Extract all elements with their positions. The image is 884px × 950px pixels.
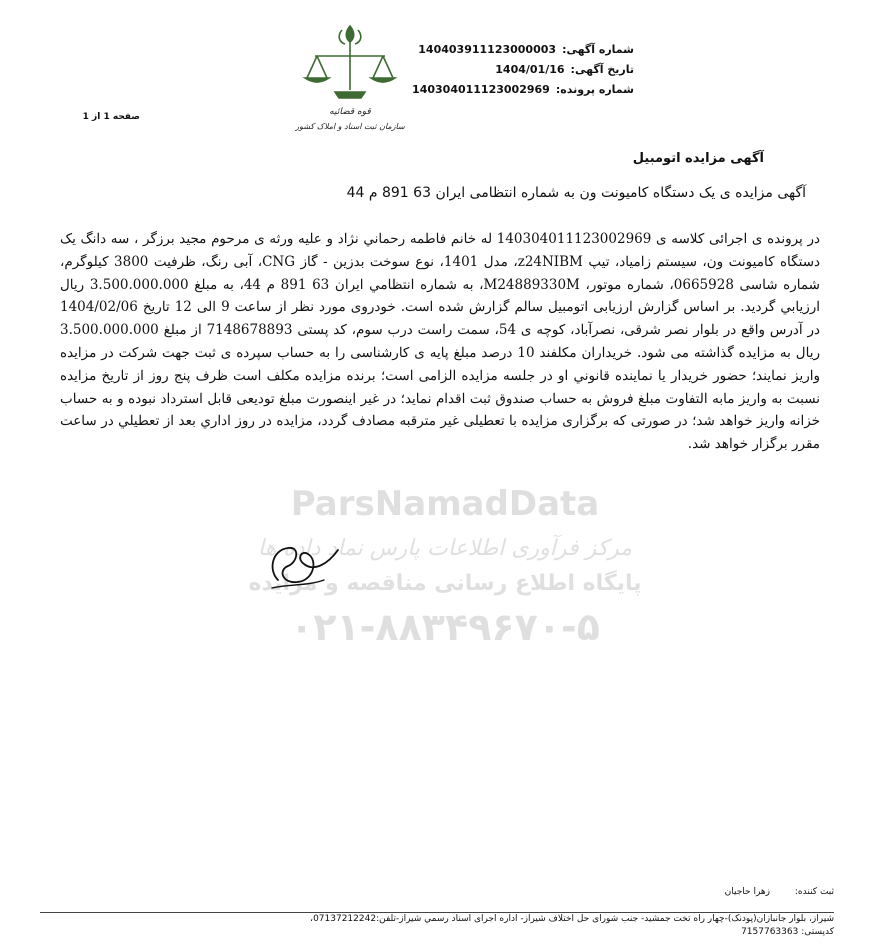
ad-number: 140403911123000003 [418, 43, 557, 56]
file-number: 140304011123002969 [412, 83, 550, 96]
svg-text:قوه قضائیه: قوه قضائیه [329, 107, 371, 117]
office-address: شیراز، بلوار جانبازان(پودنک)-چهار راه تخت جمشید- جنب شورای حل اختلاف شیراز- اداره اجرای اسناد رسمي شیراز-تلفن:07137212242، [310, 914, 834, 924]
ad-date-row [374, 60, 634, 80]
postal-code: کدپستی: 7157763363 [741, 927, 834, 937]
ad-date-label: تاریخ آگهی: [570, 63, 634, 76]
svg-text:مرکز فرآوری اطلاعات پارس نماد: مرکز فرآوری اطلاعات پارس نماد داده ها [257, 536, 633, 561]
page-number: صفحه 1 از 1 [82, 112, 140, 122]
ad-number-row [374, 40, 634, 60]
handwritten-signature [258, 540, 348, 595]
page-title: آگهی مزایده اتومبیل [632, 151, 764, 166]
ad-meta-block [374, 40, 634, 100]
file-number-label: شماره پرونده: [555, 83, 634, 96]
auction-body-text: در پرونده ی اجرائی کلاسه ی 140304011123002969 له خانم فاطمه رحماني نژاد و علیه ورثه ی مرحوم مجید برزگر ، سه دانگ یک دستگاه کامیونت ون، سیستم زامیاد، تیپ z24NIBM، مدل 1401، نوع سوخت بدزین - گاز CNG، آبی رنگ، ظرفیت 3800 کیلوگرم، شماره شاسی 0665928، شماره موتور، M24889330M، به شماره انتظامي ایران 63 891 م 44، به مبلغ 3.500.000.000 ریال ارزیابي گردید. بر اساس گزارش ارزیابی اتومبیل سالم گزارش شده است. خودروی مورد نظر از ساعت 9 الی 12 تاریخ 1404/02/06 در آدرس واقع در بلوار نصر شرقی، نصرآباد، کوچه ی 54، سمت راست درب سوم، کد پستی 7148678893 از مبلغ 3.500.000.000 ریال به مزایده گذاشته می شود. خریداران مکلفند 10 درصد مبلغ پایه ی کارشناسی را به حساب سپرده ی ثبت جهت شرکت در مزایده واریز نمایند؛ حضور خریدار یا نماینده قانوني او در جلسه مزایده الزامی است؛ برنده مزایده مکلف است ظرف پنج روز از تاریخ مزایده نسبت به واریز مابه التفاوت مبلغ فروش به حساب صندوق ثبت اقدام نماید؛ در غیر اینصورت مبلغ تودیعی قابل استرداد نبوده و به حساب خزانه واریز خواهد شد؛ در صورتی که برگزاری مزایده با تعطیلی غیر مترقبه مصادف گردد، مزایده در روز اداري بعد از تعطیلي در ساعت مقرر برگزار خواهد شد. [60, 231, 821, 453]
registrar-label: ثبت کننده: [794, 887, 834, 897]
registrar-line [60, 887, 834, 897]
svg-text:ParsNamadData: ParsNamadData [290, 484, 600, 524]
ad-date: 1404/01/16 [495, 63, 565, 76]
svg-text:۰۲۱-۸۸۳۴۹۶۷۰-۵: ۰۲۱-۸۸۳۴۹۶۷۰-۵ [290, 605, 600, 649]
svg-text:سازمان ثبت اسناد و املاک کشور: سازمان ثبت اسناد و املاک کشور [295, 122, 405, 131]
svg-text:پایگاه اطلاع رسانی مناقصه و مز: پایگاه اطلاع رسانی مناقصه و مزایده [248, 571, 642, 596]
registrar-name: زهرا حاجیان [724, 887, 771, 897]
judiciary-emblem-logo [295, 20, 405, 135]
file-number-row [374, 80, 634, 100]
ad-subtitle: آگهی مزایده ی یک دستگاه کامیونت ون به شماره انتظامی ایران 63 891 م 44 [346, 185, 806, 201]
ad-number-label: شماره آگهی: [562, 43, 634, 56]
